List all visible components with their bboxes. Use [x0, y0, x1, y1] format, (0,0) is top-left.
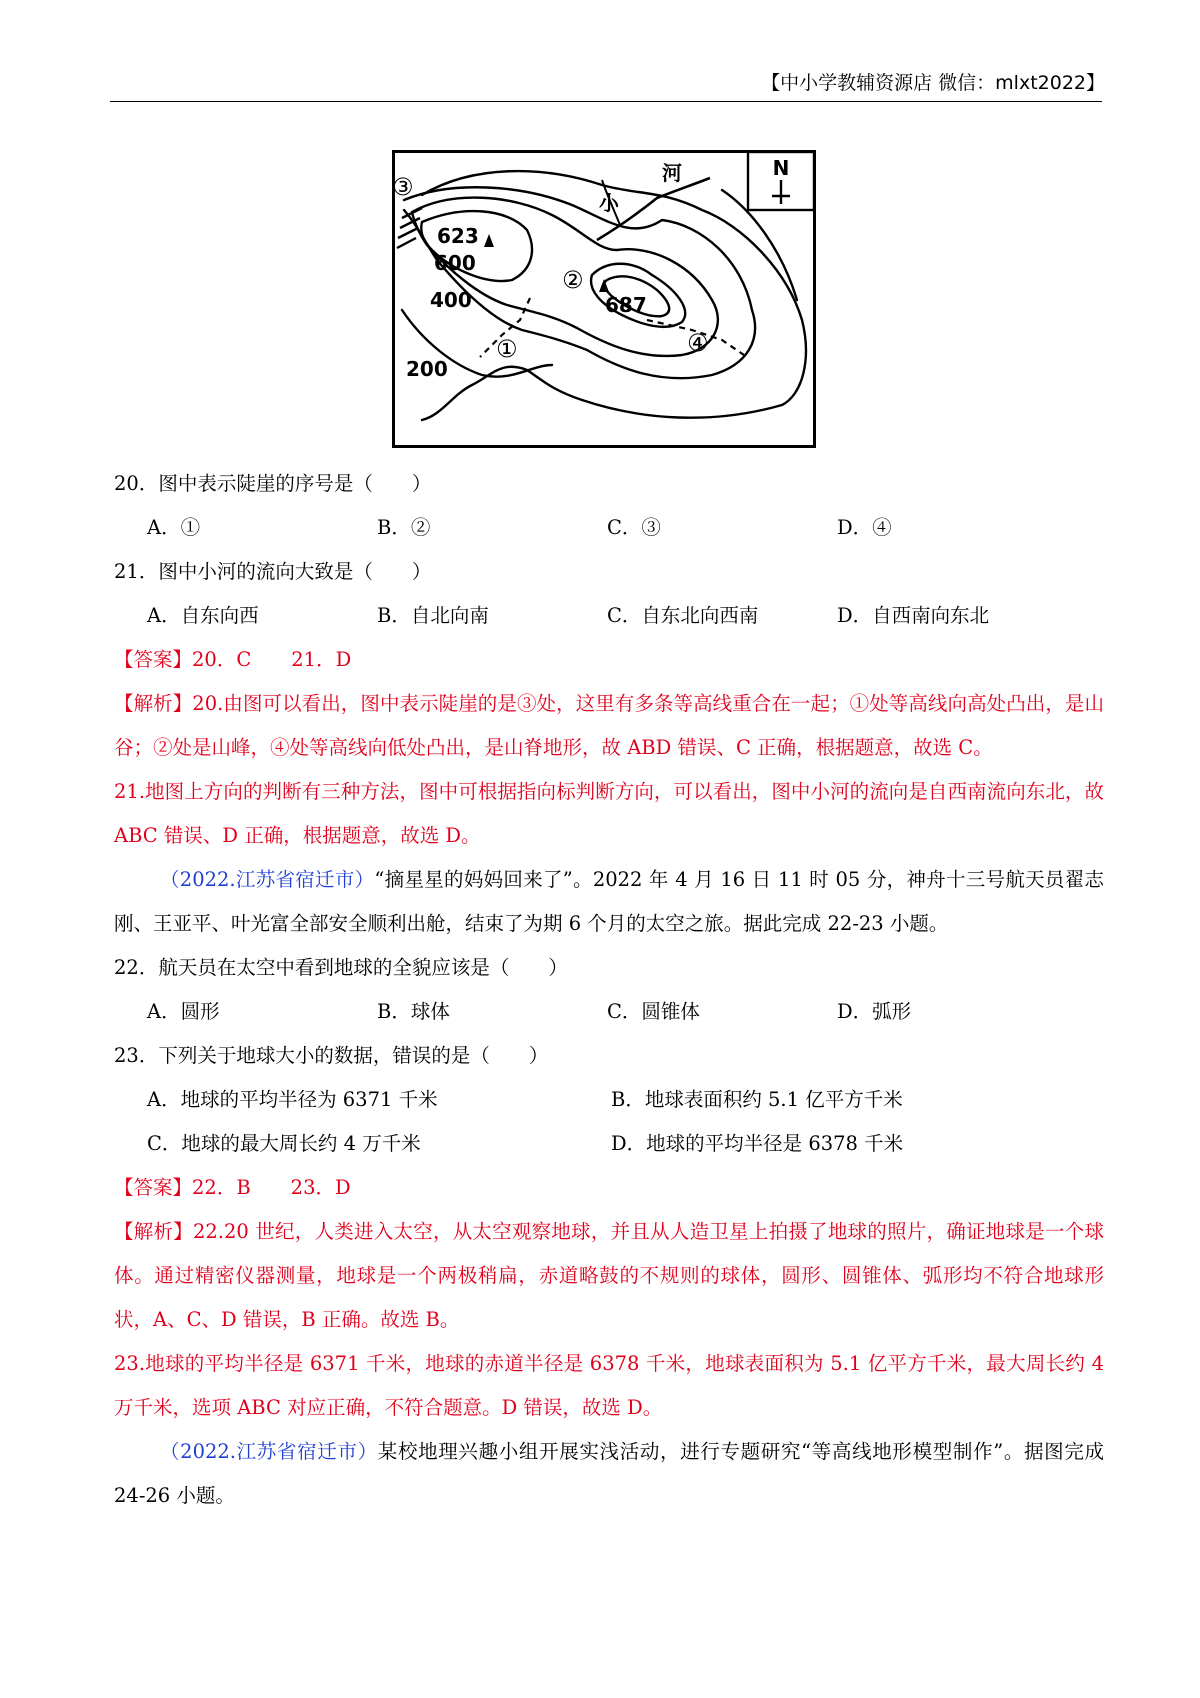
analysis-23: 23.地球的平均半径是 6371 千米，地球的赤道半径是 6378 千米，地球表面积为 5.1 亿平方千米，最大周长约 4 万千米，选项 ABC 对应正确，不符合题意。D 错误，故选 D。	[114, 1352, 1104, 1419]
marker-2: ②	[562, 266, 584, 294]
option-c: C．③	[607, 516, 661, 539]
analysis-20-text: 20.由图可以看出，图中表示陡崖的是③处，这里有多条等高线重合在一起；①处等高线向高处凸出，是山谷；②处是山峰，④处等高线向低处凸出，是山脊地形，故 ABD 错误、C 正确，根据题意，故选 C。	[114, 692, 1104, 759]
question-22-options	[114, 990, 1104, 1034]
analysis-21: 21.地图上方向的判断有三种方法，图中可根据指向标判断方向，可以看出，图中小河的流向是自西南流向东北，故 ABC 错误、D 正确，根据题意，故选 D。	[114, 780, 1104, 847]
answer-22-23	[114, 1166, 1104, 1210]
marker-3: ③	[392, 173, 414, 201]
passage-text: “摘星星的妈妈回来了”。2022 年 4 月 16 日 11 时 05 分，神舟十三号航天员翟志刚、王亚平、叶光富全部安全顺利出舱，结束了为期 6 个月的太空之旅。据此完成 22-23 小题。	[114, 868, 1104, 935]
marker-1: ①	[496, 335, 518, 363]
option-c: C．地球的最大周长约 4 万千米	[147, 1132, 421, 1155]
option-b: B．球体	[377, 1000, 450, 1023]
analysis-label: 【解析】	[114, 1220, 193, 1243]
marker-4: ④	[687, 329, 709, 357]
analysis-22	[114, 1210, 1104, 1342]
answer-label: 【答案】	[114, 1176, 193, 1199]
page-header: 【中小学教辅资源店 微信：mlxt2022】	[761, 72, 1105, 94]
header-rule	[110, 101, 1102, 102]
question-20-stem: 20．图中表示陡崖的序号是（ ）	[114, 472, 432, 495]
option-a: A．地球的平均半径为 6371 千米	[147, 1088, 438, 1111]
option-a: A．圆形	[147, 1000, 220, 1023]
option-d: D．自西南向东北	[837, 604, 990, 627]
question-23-options-cd	[114, 1122, 1104, 1166]
contour-map	[392, 150, 816, 448]
option-b: B．②	[377, 516, 431, 539]
question-22-stem: 22．航天员在太空中看到地球的全貌应该是（ ）	[114, 956, 568, 979]
option-d: D．弧形	[837, 1000, 912, 1023]
analysis-20	[114, 682, 1104, 770]
answer-label: 【答案】	[114, 648, 193, 671]
answer-21: 21．D	[291, 648, 352, 671]
option-c: C．圆锥体	[607, 1000, 700, 1023]
elevation-600: 600	[434, 251, 476, 275]
river-char-1: 小	[599, 191, 619, 215]
option-b: B．地球表面积约 5.1 亿平方千米	[611, 1088, 903, 1111]
option-a: A．自东向西	[147, 604, 259, 627]
passage-24-26	[114, 1430, 1104, 1518]
elevation-200: 200	[406, 357, 448, 381]
option-c: C．自东北向西南	[607, 604, 759, 627]
analysis-label: 【解析】	[114, 692, 193, 715]
river-char-2: 河	[662, 161, 682, 185]
question-20-options	[114, 506, 1104, 550]
passage-source: （2022.江苏省宿迁市）	[160, 1440, 378, 1463]
question-21-options	[114, 594, 1104, 638]
document-body	[114, 462, 1104, 1518]
question-23-options-ab	[114, 1078, 1104, 1122]
answer-20-21	[114, 638, 1104, 682]
answer-20: 20．C	[192, 648, 252, 671]
passage-source: （2022.江苏省宿迁市）	[160, 868, 375, 891]
option-b: B．自北向南	[377, 604, 489, 627]
elevation-687: 687	[605, 293, 647, 317]
passage-22-23	[114, 858, 1104, 946]
answer-23: 23．D	[290, 1176, 351, 1199]
option-a: A．①	[147, 516, 201, 539]
north-label: N	[772, 156, 790, 180]
elevation-400: 400	[430, 288, 472, 312]
passage-text: 某校地理兴趣小组开展实浅活动，进行专题研究“等高线地形模型制作”。据图完成 24-26 小题。	[114, 1440, 1104, 1507]
analysis-22-text: 22.20 世纪，人类进入太空，从太空观察地球，并且从人造卫星上拍摄了地球的照片，确证地球是一个球体。通过精密仪器测量，地球是一个两极稍扁，赤道略鼓的不规则的球体，圆形、圆锥体、弧形均不符合地球形状，A、C、D 错误，B 正确。故选 B。	[114, 1220, 1104, 1331]
question-21-stem: 21．图中小河的流向大致是（ ）	[114, 560, 432, 583]
elevation-623: 623	[437, 224, 479, 248]
option-d: D．地球的平均半径是 6378 千米	[611, 1132, 904, 1155]
option-d: D．④	[837, 516, 892, 539]
answer-22: 22．B	[192, 1176, 251, 1199]
question-23-stem: 23．下列关于地球大小的数据，错误的是（ ）	[114, 1044, 549, 1067]
